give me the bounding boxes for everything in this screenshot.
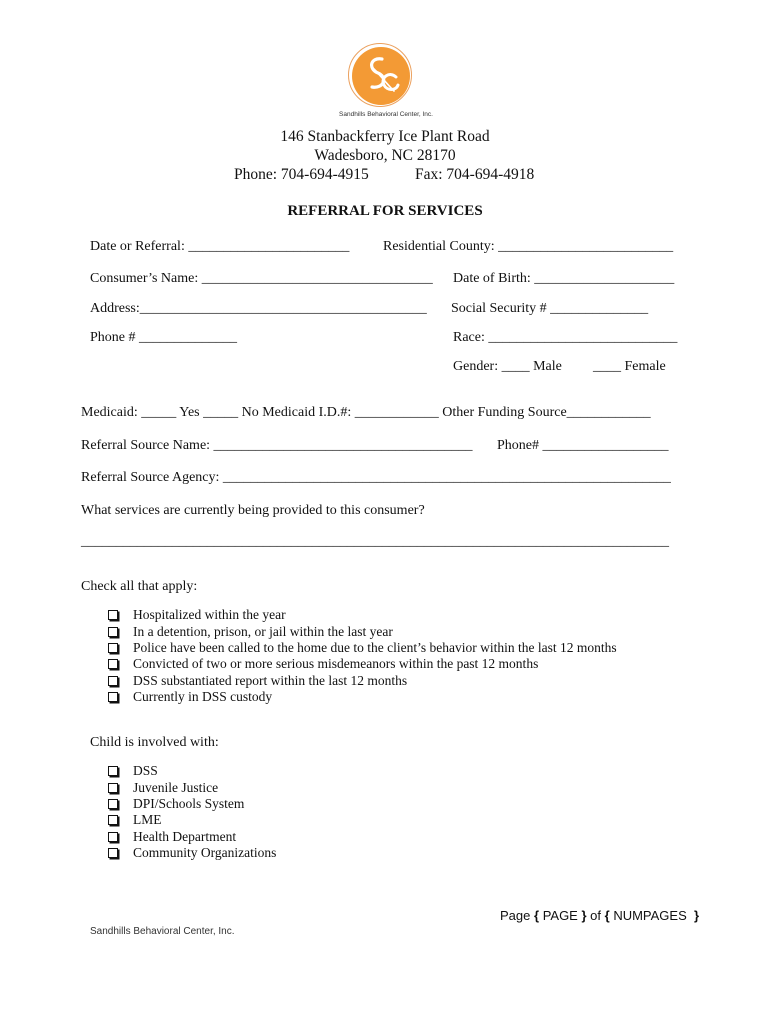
gender-male-field[interactable]: Gender: ____ Male [453, 359, 562, 374]
phone-field[interactable]: Phone # ______________ [90, 330, 237, 345]
referral-source-name-field[interactable]: Referral Source Name: _____________________________________ [81, 438, 473, 453]
logo-caption: Sandhills Behavioral Center, Inc. [339, 111, 433, 118]
footer-company-name: Sandhills Behavioral Center, Inc. [90, 926, 235, 937]
list-item[interactable] [108, 673, 617, 689]
list-item-label: LME [133, 812, 162, 828]
checkbox[interactable] [108, 692, 118, 702]
list-item-label: DSS substantiated report within the last 12 months [133, 672, 408, 688]
list-item[interactable] [108, 845, 276, 861]
list-item-label: Convicted of two or more serious misdemeanors within the past 12 months [133, 656, 539, 672]
list-item-label: Health Department [133, 828, 237, 844]
checkbox[interactable] [108, 610, 118, 620]
list-item-label: DPI/Schools System [133, 795, 245, 811]
list-item-label: Currently in DSS custody [133, 689, 273, 705]
list-item[interactable] [108, 779, 276, 795]
address-field[interactable]: Address:_________________________________________ [90, 301, 427, 316]
numpages-field: NUMPAGES [613, 908, 687, 923]
medicaid-field[interactable]: Medicaid: _____ Yes _____ No Medicaid I.D.#: ____________ Other Funding Source____________ [81, 405, 651, 420]
referral-source-phone-field[interactable]: Phone# __________________ [497, 438, 669, 453]
list-item[interactable] [108, 812, 276, 828]
checkbox[interactable] [108, 848, 118, 858]
services-question: What services are currently being provided to this consumer? [81, 503, 425, 518]
list-item[interactable] [108, 607, 617, 623]
logo-monogram-icon [352, 47, 410, 105]
checkbox[interactable] [108, 643, 118, 653]
list-item-label: Community Organizations [133, 845, 277, 861]
address-line-2: Wadesboro, NC 28170 [314, 147, 456, 164]
header-phone: Phone: 704-694-4915 [234, 166, 369, 183]
gender-female-field[interactable]: ____ Female [593, 359, 666, 374]
page-number-footer: Page { PAGE } of { NUMPAGES } [500, 908, 700, 923]
referral-source-agency-field[interactable]: Referral Source Agency: ________________________________________________________________ [81, 470, 671, 485]
header-fax: Fax: 704-694-4918 [415, 166, 535, 183]
check-all-list [108, 607, 617, 705]
checkbox[interactable] [108, 627, 118, 637]
residential-county-field[interactable]: Residential County: _________________________ [383, 239, 674, 254]
checkbox[interactable] [108, 659, 118, 669]
checkbox[interactable] [108, 815, 118, 825]
race-field[interactable]: Race: ___________________________ [453, 330, 678, 345]
form-title: REFERRAL FOR SERVICES [287, 203, 483, 219]
list-item-label: Hospitalized within the year [133, 607, 286, 623]
page-field: PAGE [542, 908, 578, 923]
list-item-label: In a detention, prison, or jail within the last year [133, 623, 393, 639]
list-item[interactable] [108, 656, 617, 672]
list-item[interactable] [108, 623, 617, 639]
checkbox[interactable] [108, 832, 118, 842]
checkbox[interactable] [108, 676, 118, 686]
list-item-label: Police have been called to the home due to the client’s behavior within the last 12 months [133, 639, 617, 655]
checkbox[interactable] [108, 766, 118, 776]
social-security-field[interactable]: Social Security # ______________ [451, 301, 649, 316]
child-involved-list [108, 763, 276, 861]
list-item-label: DSS [133, 763, 158, 779]
list-item[interactable] [108, 640, 617, 656]
consumer-name-field[interactable]: Consumer’s Name: _________________________________ [90, 271, 433, 286]
page-of: of [590, 908, 602, 923]
check-all-heading: Check all that apply: [81, 579, 198, 594]
list-item[interactable] [108, 796, 276, 812]
checkbox[interactable] [108, 783, 118, 793]
list-item[interactable] [108, 763, 276, 779]
list-item[interactable] [108, 829, 276, 845]
date-of-referral-field[interactable]: Date or Referral: _______________________ [90, 239, 350, 254]
list-item-label: Juvenile Justice [133, 779, 219, 795]
list-item[interactable] [108, 689, 617, 705]
child-involved-heading: Child is involved with: [90, 735, 219, 750]
date-of-birth-field[interactable]: Date of Birth: ____________________ [453, 271, 675, 286]
company-logo [346, 44, 416, 120]
checkbox[interactable] [108, 799, 118, 809]
services-answer-line[interactable]: ____________________________________________________________________________________ [81, 534, 669, 549]
page-prefix: Page [500, 908, 531, 923]
address-line-1: 146 Stanbackferry Ice Plant Road [280, 128, 490, 145]
